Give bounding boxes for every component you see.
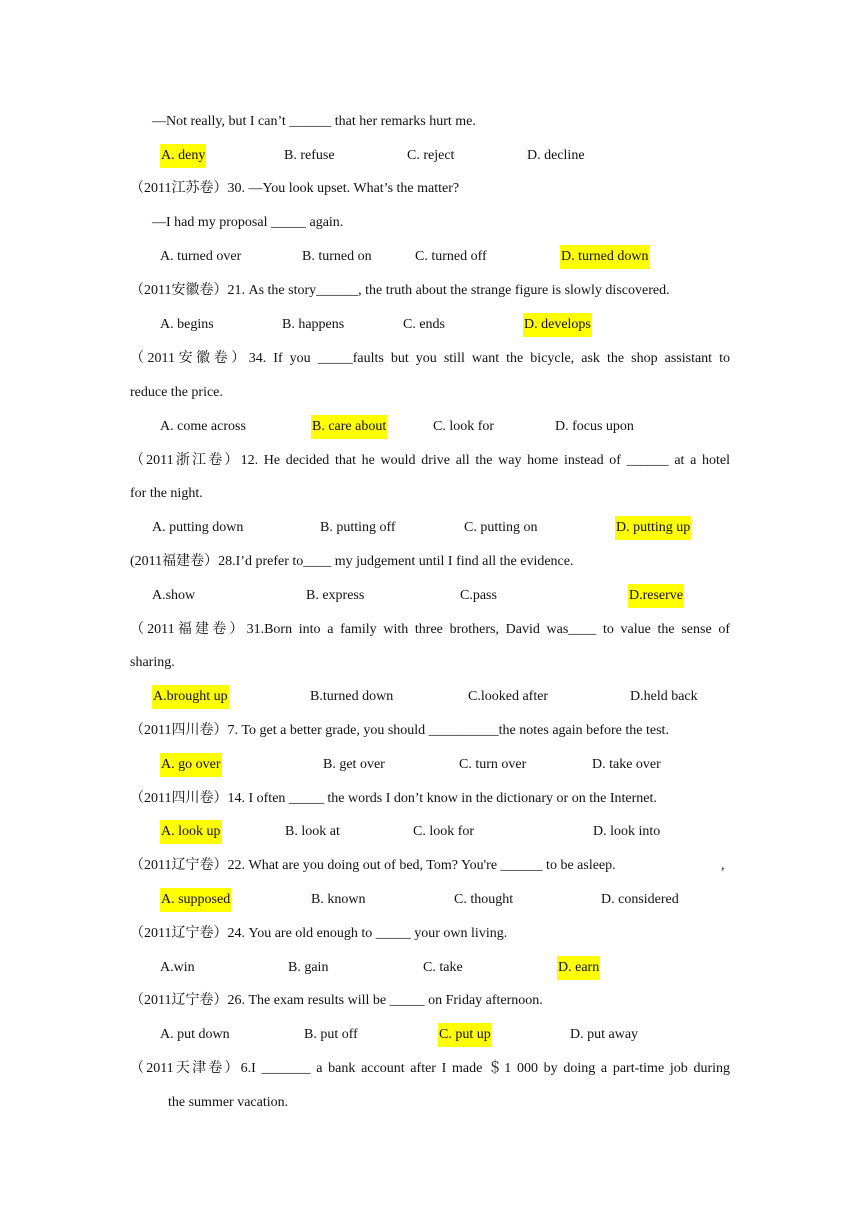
option-d-answer: D. turned down [560, 248, 650, 266]
option-a-answer: A. go over [160, 756, 222, 774]
option-a: A. putting down [152, 520, 244, 535]
option-c: C.looked after [468, 689, 549, 704]
question-stem: （2011浙江卷）12. He decided that he would drive all the way home instead of ______ at a hotel [130, 453, 730, 468]
question-stem: （2011天津卷）6.I _______ a bank account after I made ＄1 000 by doing a part-time job during [130, 1061, 730, 1076]
option-d: D. considered [601, 892, 679, 907]
option-d: D. look into [593, 824, 661, 839]
option-b: B. refuse [284, 148, 335, 163]
question-stem: （2011辽宁卷）26. The exam results will be _____ on Friday afternoon. [130, 993, 543, 1008]
option-d-answer: D. earn [557, 959, 600, 977]
option-a-answer: A. supposed [160, 891, 231, 909]
option-a-answer: A.brought up [152, 688, 229, 706]
option-c-answer: C. put up [438, 1026, 492, 1044]
question-text: —Not really, but I can’t ______ that her remarks hurt me. [152, 114, 476, 129]
question-stem: （2011安徽卷）21. As the story______, the truth about the strange figure is slowly discovered. [130, 283, 670, 298]
question-stem: (2011福建卷）28.I’d prefer to____ my judgement until I find all the evidence. [130, 554, 574, 569]
option-a-answer: A. look up [160, 823, 222, 841]
stray-comma: , [721, 858, 725, 873]
question-stem: （2011四川卷）7. To get a better grade, you should __________the notes again before the test. [130, 723, 669, 738]
option-d: D. take over [592, 757, 661, 772]
option-d: D.held back [630, 689, 698, 704]
question-stem: （2011四川卷）14. I often _____ the words I don’t know in the dictionary or on the Internet. [130, 791, 657, 806]
option-d-answer: D.reserve [628, 587, 684, 605]
option-b: B.turned down [310, 689, 394, 704]
option-b: B. express [306, 588, 365, 603]
question-stem-cont: the summer vacation. [168, 1095, 289, 1110]
option-b: B. known [311, 892, 366, 907]
question-stem-cont: for the night. [130, 486, 203, 501]
option-a: A. begins [160, 317, 214, 332]
question-stem: （2011辽宁卷）24. You are old enough to _____ your own living. [130, 926, 508, 941]
option-a: A. turned over [160, 249, 242, 264]
option-b: B. turned on [302, 249, 372, 264]
option-c: C. reject [407, 148, 455, 163]
option-b-answer: B. care about [311, 418, 387, 436]
question-stem-cont: sharing. [130, 655, 175, 670]
option-b: B. putting off [320, 520, 396, 535]
option-b: B. gain [288, 960, 329, 975]
option-d: D. focus upon [555, 419, 634, 434]
option-d: D. decline [527, 148, 585, 163]
question-text: —I had my proposal _____ again. [152, 215, 344, 230]
question-stem: （2011福建卷）31.Born into a family with three brothers, David was____ to value the sense of [130, 622, 730, 637]
option-d: D. put away [570, 1027, 639, 1042]
option-b: B. put off [304, 1027, 358, 1042]
option-b: B. get over [323, 757, 385, 772]
option-c: C. ends [403, 317, 445, 332]
option-c: C. thought [454, 892, 514, 907]
option-a: A. put down [160, 1027, 230, 1042]
option-c: C. take [423, 960, 463, 975]
option-c: C. putting on [464, 520, 538, 535]
option-b: B. happens [282, 317, 345, 332]
option-a: A.win [160, 960, 195, 975]
question-stem: （2011安徽卷）34. If you _____faults but you still want the bicycle, ask the shop assistant to [130, 351, 730, 366]
option-c: C. turned off [415, 249, 487, 264]
option-d-answer: D. putting up [615, 519, 691, 537]
question-stem: （2011辽宁卷）22. What are you doing out of bed, Tom? You're ______ to be asleep. [130, 858, 616, 873]
option-a: A. come across [160, 419, 246, 434]
option-c: C. look for [433, 419, 495, 434]
question-stem-cont: reduce the price. [130, 385, 223, 400]
option-c: C. look for [413, 824, 475, 839]
option-c: C. turn over [459, 757, 527, 772]
option-a-answer: A. deny [160, 147, 206, 165]
question-stem: （2011江苏卷）30. —You look upset. What’s the matter? [130, 181, 460, 196]
option-a: A.show [152, 588, 196, 603]
option-b: B. look at [285, 824, 340, 839]
option-c: C.pass [460, 588, 497, 603]
option-d-answer: D. develops [523, 316, 592, 334]
